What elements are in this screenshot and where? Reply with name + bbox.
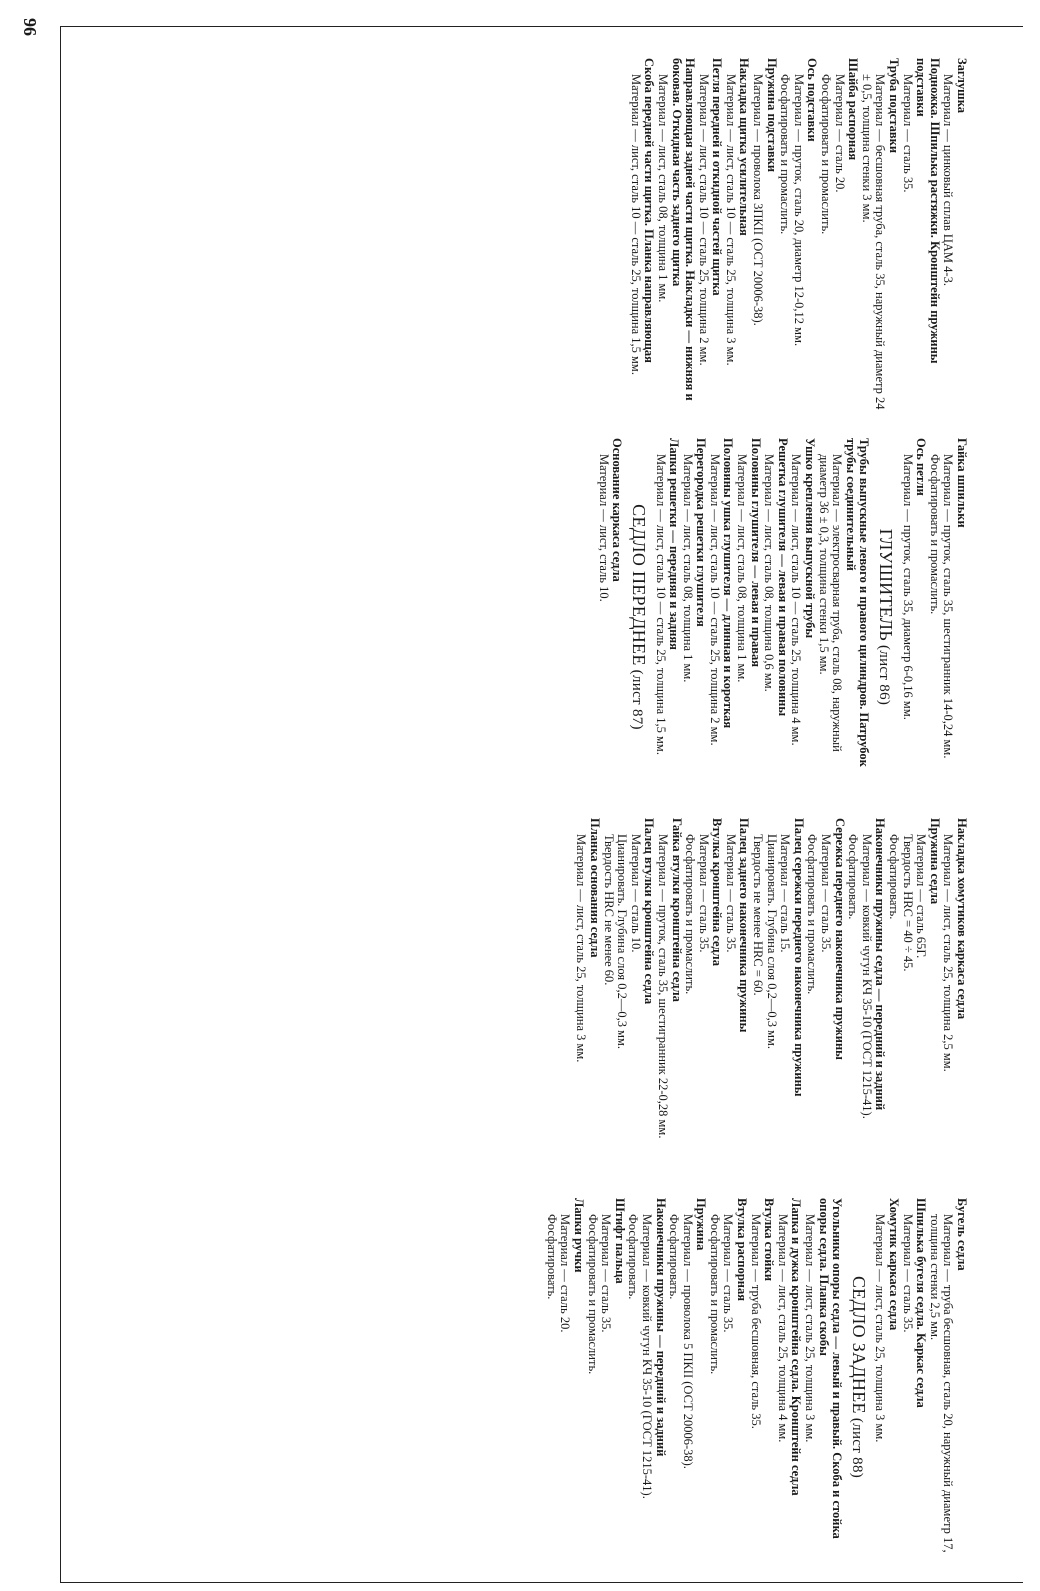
- spec-entry: [628, 58, 655, 416]
- spec-entry: [653, 438, 680, 796]
- part-name: Ось петли: [914, 438, 929, 496]
- section-sheet-ref: (лист 88): [848, 1413, 865, 1479]
- section-title: ГЛУШИТЕЛЬ: [876, 528, 897, 641]
- spec-line: Материал — сталь 15.: [778, 834, 793, 953]
- spec-line: Материал — лист, сталь 08, толщина 0,6 мм.: [762, 454, 777, 692]
- spec-line: Материал — труба бесшовная, сталь 20, наружный диаметр 17, толщина стенки 2,5 мм.: [927, 1214, 956, 1553]
- part-name: Перегородка решетки глушителя: [694, 438, 709, 627]
- spec-entry: [762, 438, 789, 796]
- part-name: Шайба распорная: [846, 58, 861, 161]
- spec-line: Материал — лист, сталь 10 — сталь 25, толщина 2 мм.: [707, 454, 722, 746]
- spec-line: Материал — лист, сталь 10 — сталь 25, толщина 2 мм.: [696, 74, 711, 366]
- spec-line: Фосфатировать.: [887, 834, 902, 920]
- part-name: Решетка глушителя — левая и правая половины: [775, 438, 790, 717]
- spec-line: Материал — ковкий чугун КЧ 35-10 (ГОСТ 1215-41).: [639, 1214, 654, 1499]
- spec-entry: [723, 818, 750, 1176]
- spec-line: Фосфатировать.: [626, 1214, 641, 1300]
- spec-line: Материал — лист, сталь 25, толщина 3 мм.: [803, 1214, 818, 1443]
- spec-entry: [585, 1198, 626, 1556]
- section-heading: [848, 1198, 869, 1556]
- part-name: Петля передней и откидной частей щитка: [710, 58, 725, 296]
- part-name: Наконечники пружины седла — передний и задний: [873, 818, 888, 1111]
- part-name: Шпилька бугеля седла. Каркас седла: [914, 1198, 929, 1408]
- part-name: Втулка кронштейна седла: [710, 818, 725, 966]
- spec-line: Материал — лист, сталь 08, толщина 1 мм.: [735, 454, 750, 683]
- spec-line: Материал — труба бесшовная, сталь 35.: [748, 1214, 763, 1429]
- spec-entry: [748, 1198, 775, 1556]
- spec-entry: [707, 438, 734, 796]
- spec-entry: [873, 1198, 900, 1556]
- spec-entry: [805, 818, 846, 1176]
- spec-entry: [816, 438, 870, 796]
- part-name: Пружина подставки: [764, 58, 779, 173]
- spec-line: Материал — лист, сталь 25, толщина 3 мм.: [873, 1214, 888, 1443]
- spec-line: Материал — сталь 20.: [558, 1214, 573, 1333]
- spec-line: Материал — сталь 65Г.: [914, 834, 929, 959]
- spec-line: Материал — лист, сталь 10 — сталь 25, толщина 3 мм.: [723, 74, 738, 366]
- spec-line: Фосфатировать и промаслить.: [778, 74, 793, 235]
- spec-entry: [751, 58, 778, 416]
- spec-line: Цианировать. Глубина слоя 0,2—0,3 мм.: [615, 834, 630, 1050]
- spec-line: Материал — сталь 35.: [900, 74, 915, 193]
- spec-line: Фосфатировать и промаслить.: [683, 834, 698, 995]
- spec-line: Материал — лист, сталь 25, толщина 3 мм.: [574, 834, 589, 1063]
- spec-line: Фосфатировать.: [544, 1214, 559, 1300]
- part-name: Труба подставки: [887, 58, 902, 154]
- part-name: Заглушка: [955, 58, 969, 113]
- spec-line: Фосфатировать и промаслить.: [707, 1214, 722, 1375]
- part-name: Палец втулки кронштейна седла: [642, 818, 657, 1005]
- spec-line: Материал — цинковый сплав ЦАМ 4-3.: [941, 74, 956, 286]
- text-column: [448, 438, 968, 796]
- spec-entry: [751, 818, 805, 1176]
- spec-line: Материал — пруток, сталь 35, диаметр 6-0,16 мм.: [900, 454, 915, 720]
- spec-line: Фосфатировать и промаслить.: [585, 1214, 600, 1375]
- spec-entry: [900, 58, 941, 416]
- spec-line: Материал — пруток, сталь 35, шестигранник 14-0,24 мм.: [941, 454, 956, 759]
- part-name: Хомутик каркаса седла: [887, 1198, 902, 1331]
- spec-entry: [802, 1198, 843, 1556]
- part-name: Основание каркаса седла: [610, 438, 625, 582]
- spec-line: Материал — сталь 35.: [723, 834, 738, 953]
- spec-line: Материал — лист, сталь 25, толщина 4 мм.: [775, 1214, 790, 1443]
- spec-entry: [696, 58, 723, 416]
- part-name: Гайка втулки кронштейна седла: [669, 818, 684, 1002]
- part-name: Штифт пальца: [612, 1198, 627, 1284]
- spec-line: Твердость не менее HRC = 60.: [751, 834, 766, 996]
- section-title: СЕДЛО ПЕРЕДНЕЕ: [628, 504, 649, 666]
- spec-entry: [775, 1198, 802, 1556]
- spec-line: Материал — сталь 35.: [696, 834, 711, 953]
- spec-entry: [601, 818, 655, 1176]
- part-name: Планка основания седла: [587, 818, 602, 958]
- section-heading: [876, 438, 897, 796]
- spec-line: Материал — сталь 10.: [628, 834, 643, 953]
- text-column: [448, 1198, 968, 1556]
- spec-line: Материал — проволока 3ПКII (ОСТ 20006-38).: [751, 74, 766, 326]
- spec-line: Материал — сталь 35.: [819, 834, 834, 953]
- part-name: Лапки ручки: [571, 1198, 586, 1273]
- text-column: [448, 818, 968, 1176]
- section-sheet-ref: (лист 86): [876, 640, 893, 706]
- spec-line: Фосфатировать.: [846, 834, 861, 920]
- part-name: Гайка шпильки: [955, 438, 969, 528]
- part-name: Половины глушителя — левая и правая: [748, 438, 763, 668]
- part-name: Скоба передней части щитка. Планка направляющая: [642, 58, 657, 363]
- spec-entry: [927, 438, 968, 796]
- text-column: [448, 58, 968, 416]
- spec-entry: [544, 1198, 585, 1556]
- part-name: Накладка щитка усилительная: [737, 58, 752, 236]
- section-heading: [628, 438, 649, 796]
- spec-entry: [596, 438, 623, 796]
- spec-line: Фосфатировать и промаслить.: [805, 834, 820, 995]
- spec-line: Твердость HRC = 40 ÷ 45.: [900, 834, 915, 972]
- spec-line: Материал — бесшовная труба, сталь 35, наружный диаметр 24 ± 0,5, толщина стенки 3 мм.: [859, 74, 888, 410]
- spec-entry: [941, 818, 968, 1176]
- part-name: Лапки решетки — передняя и задняя: [667, 438, 682, 650]
- spec-line: Материал — сталь 35.: [721, 1214, 736, 1333]
- part-name: Палец заднего наконечника пружины: [737, 818, 752, 1033]
- spec-entry: [655, 818, 682, 1176]
- part-name: Трубы выпускные левого и правого цилиндров. Патрубок трубы соединительный: [843, 438, 872, 767]
- spec-entry: [941, 58, 968, 416]
- spec-entry: [707, 1198, 748, 1556]
- part-name: Лапка и дужка кронштейна седла. Кронштейн седла: [789, 1198, 804, 1496]
- spec-entry: [900, 1198, 927, 1556]
- spec-line: Цианировать. Глубина слоя 0,2—0,3 мм.: [764, 834, 779, 1050]
- part-name: Сережка переднего наконечника пружины: [832, 818, 847, 1060]
- spec-entry: [680, 438, 707, 796]
- part-name: Накладка хомутиков каркаса седла: [955, 818, 969, 1020]
- spec-entry: [667, 1198, 708, 1556]
- spec-entry: [683, 818, 724, 1176]
- spec-line: Материал — сталь 35.: [900, 1214, 915, 1333]
- spec-line: Материал — лист, сталь 10 — сталь 25, толщина 1,5 мм.: [653, 454, 668, 755]
- part-name: Палец сережки переднего наконечника пружины: [791, 818, 806, 1097]
- part-name: Ушко крепления выпускной трубы: [803, 438, 818, 639]
- page-number: 96: [20, 18, 40, 36]
- part-name: Наконечники пружины — передний и задний: [653, 1198, 668, 1457]
- spec-entry: [818, 58, 859, 416]
- spec-line: Фосфатировать и промаслить.: [927, 454, 942, 615]
- spec-line: Материал — лист, сталь 08, толщина 1 мм.: [655, 74, 670, 303]
- part-name: Ось подставки: [805, 58, 820, 142]
- spec-line: Материал — лист, сталь 10 — сталь 25, толщина 4 мм.: [789, 454, 804, 746]
- rotated-content: [448, 58, 968, 1566]
- spec-line: Фосфатировать и промаслить.: [819, 74, 834, 235]
- part-name: Бугель седла: [955, 1198, 969, 1271]
- spec-entry: [900, 438, 927, 796]
- spec-entry: [574, 818, 601, 1176]
- spec-entry: [846, 818, 887, 1176]
- spec-line: Материал — лист, сталь 08, толщина 1 мм.: [680, 454, 695, 683]
- spec-line: Материал — сталь 35.: [599, 1214, 614, 1333]
- spec-line: Материал — проволока 5 ПКII (ОСТ 20006-38).: [680, 1214, 695, 1469]
- spec-entry: [655, 58, 696, 416]
- spec-line: Материал — электросварная труба, сталь 08, наружный диаметр 36 ± 0,3, толщина стенки 1,5 мм.: [816, 454, 845, 752]
- part-name: Пружина: [694, 1198, 709, 1251]
- part-name: Пружина седла: [927, 818, 942, 905]
- part-name: Подножка. Шпилька растяжки. Кронштейн пружины подставки: [914, 58, 942, 364]
- spec-entry: [886, 818, 940, 1176]
- spec-line: Материал — пруток, сталь 35, шестигранник 22-0,28 мм.: [655, 834, 670, 1139]
- spec-line: Материал — лист, сталь 10 — сталь 25, толщина 1,5 мм.: [628, 74, 643, 375]
- spec-line: Твердость HRC не менее 60.: [601, 834, 616, 986]
- part-name: Втулка стойки: [762, 1198, 777, 1282]
- spec-entry: [723, 58, 750, 416]
- spec-entry: [626, 1198, 667, 1556]
- text-columns: [448, 58, 968, 1566]
- spec-line: Материал — лист, сталь 10.: [596, 454, 611, 602]
- part-name: Половины ушка глушителя — длинная и короткая: [721, 438, 736, 729]
- spec-entry: [789, 438, 816, 796]
- spec-line: Материал — сталь 20.: [832, 74, 847, 193]
- section-sheet-ref: (лист 87): [628, 665, 645, 730]
- section-title: СЕДЛО ЗАДНЕЕ: [848, 1275, 869, 1414]
- spec-entry: [927, 1198, 968, 1556]
- part-name: Угольники опоры седла — левый и правый. Скоба и стойка опоры седла. Планка скобы: [816, 1198, 845, 1539]
- part-name: Направляющая задней части щитка. Накладки — нижняя и боковая. Откидная часть заднего щитка: [669, 58, 698, 401]
- spec-entry: [859, 58, 900, 416]
- spec-entry: [735, 438, 762, 796]
- spec-line: Материал — лист, сталь 25, толщина 2,5 мм.: [941, 834, 956, 1072]
- spec-line: Фосфатировать.: [667, 1214, 682, 1300]
- spec-line: Материал — пруток, сталь 20, диаметр 12-0,12 мм.: [791, 74, 806, 347]
- spec-entry: [778, 58, 819, 416]
- spec-line: Материал — ковкий чугун КЧ 35-10 (ГОСТ 1215-41).: [859, 834, 874, 1119]
- part-name: Втулка распорная: [735, 1198, 750, 1302]
